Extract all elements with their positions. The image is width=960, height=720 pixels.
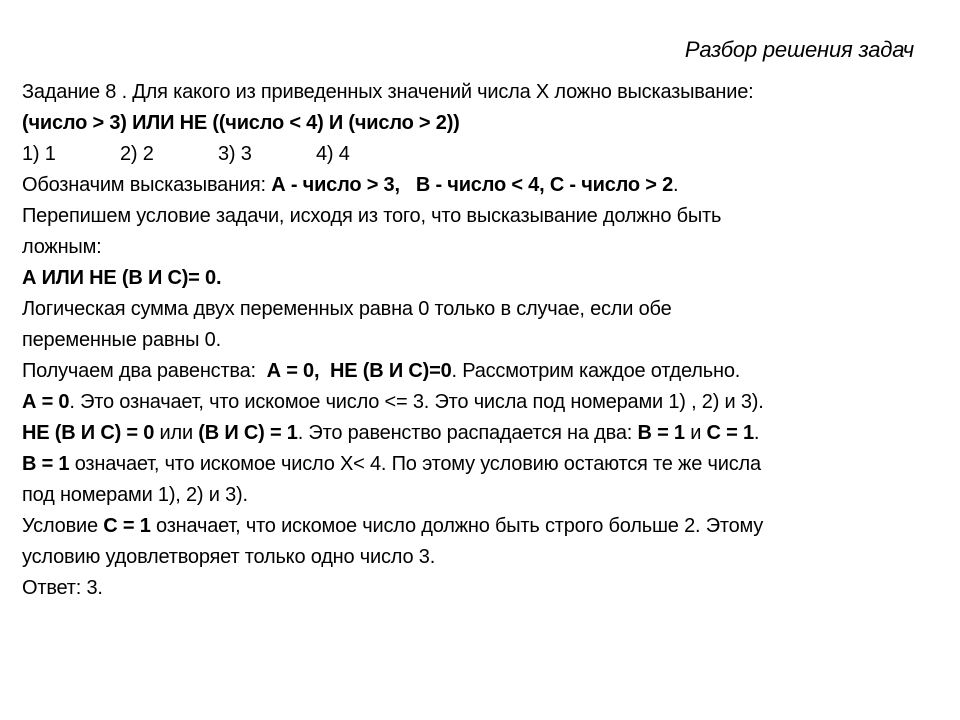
answer-option-3: 3) 3: [218, 143, 252, 165]
logic-sum-line1: Логическая сумма двух переменных равна 0 только в случае, если обе: [22, 298, 672, 320]
solution-logic-sum: [22, 294, 940, 356]
case-not-bc-r2: . Это равенство распадается на два:: [297, 422, 638, 444]
answer-option-2: 2) 2: [120, 143, 154, 165]
solution-case-a: [22, 387, 940, 418]
solution-two-equalities: [22, 356, 940, 387]
case-c-pre: Условие: [22, 515, 104, 537]
case-c-line2: условию удовлетворяет только одно число 3.: [22, 546, 436, 568]
case-b-bold: В = 1: [22, 453, 70, 475]
task-statement-text: Задание 8 . Для какого из приведенных значений числа X ложно высказывание:: [22, 81, 754, 103]
case-not-bc-b2: (В И С) = 1: [198, 422, 298, 444]
denote-post: .: [673, 174, 679, 196]
two-eq-post: . Рассмотрим каждое отдельно.: [451, 360, 741, 382]
case-a-post: . Это означает, что искомое число <= 3. Это числа под номерами 1) , 2) и 3).: [69, 391, 764, 413]
two-eq-pre: Получаем два равенства:: [22, 360, 267, 382]
solution-case-b: [22, 449, 940, 511]
case-b-line2: под номерами 1), 2) и 3).: [22, 484, 248, 506]
solution-case-c: [22, 511, 940, 573]
task-formula: [22, 108, 940, 139]
task-formula-text: (число > 3) ИЛИ НЕ ((число < 4) И (число > 2)): [22, 112, 460, 134]
rewrite-line1: Перепишем условие задачи, исходя из того, что высказывание должно быть: [22, 205, 722, 227]
case-not-bc-r1: или: [154, 422, 199, 444]
task-statement: [22, 77, 940, 108]
denote-pre: Обозначим высказывания:: [22, 174, 272, 196]
solution-answer: [22, 573, 940, 604]
case-c-bold: С = 1: [103, 515, 151, 537]
denote-bold: А - число > 3, В - число < 4, С - число > 2: [271, 174, 674, 196]
equation-post: .: [215, 267, 222, 289]
answer-options: [22, 139, 940, 170]
case-not-bc-b3: В = 1: [637, 422, 685, 444]
answer-text: Ответ: 3.: [22, 577, 103, 599]
case-not-bc-r4: .: [753, 422, 760, 444]
equation-bold: А ИЛИ НЕ (В И С)= 0: [22, 267, 216, 289]
answer-option-4: 4) 4: [316, 143, 350, 165]
rewrite-line2: ложным:: [22, 236, 102, 258]
case-not-bc-r3: и: [684, 422, 707, 444]
solution-equation: [22, 263, 940, 294]
solution-denote: [22, 170, 940, 201]
case-not-bc-b4: С = 1: [706, 422, 754, 444]
case-b-line1: означает, что искомое число Х< 4. По этому условию остаются те же числа: [69, 453, 761, 475]
solution-case-not-bc: [22, 418, 940, 449]
case-a-bold: А = 0: [22, 391, 70, 413]
answer-option-1: 1) 1: [22, 143, 56, 165]
case-not-bc-b1: НЕ (В И С) = 0: [22, 422, 155, 444]
solution-rewrite: [22, 201, 940, 263]
slide-title: Разбор решения задач: [684, 37, 914, 62]
case-c-line1: означает, что искомое число должно быть строго больше 2. Этому: [150, 515, 764, 537]
two-eq-bold: А = 0, НЕ (В И С)=0: [266, 360, 452, 382]
logic-sum-line2: переменные равны 0.: [22, 329, 221, 351]
